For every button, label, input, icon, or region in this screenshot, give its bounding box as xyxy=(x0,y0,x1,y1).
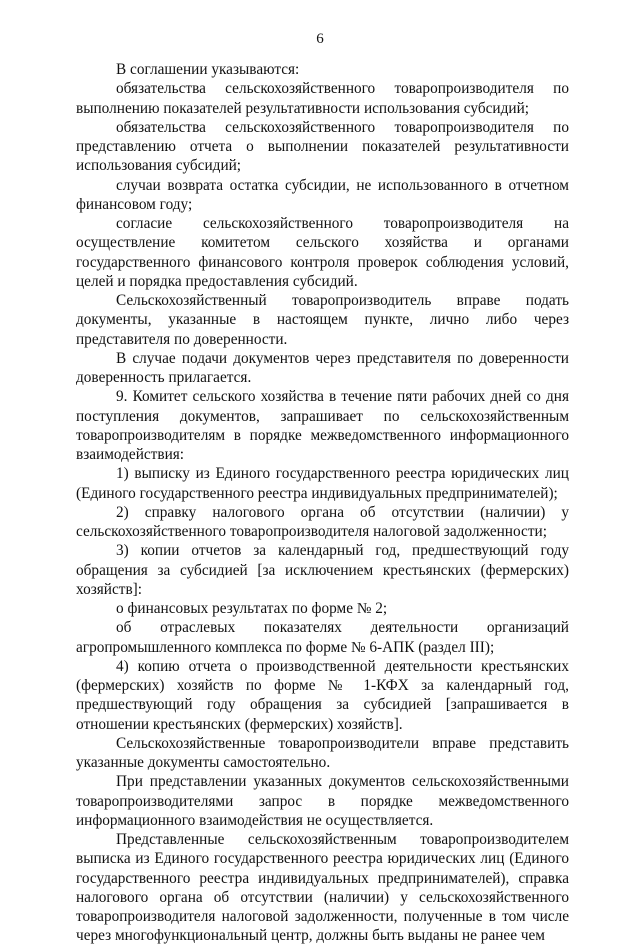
paragraph-agreement-intro: В соглашении указываются: xyxy=(116,61,300,78)
paragraph-power-of-attorney: В случае подачи документов через представителя по доверенности доверенность прилагается. xyxy=(76,349,569,386)
paragraph-consent-inspections: согласие сельскохозяйственного товаропроизводителя на осуществление комитетом сельского хозяйства и органами государственного финансового контроля проверок соблюдения условий, целей и порядка предоставления субсидий. xyxy=(76,215,569,290)
paragraph-self-submission: Сельскохозяйственные товаропроизводители вправе представить указанные документы самостоятельно. xyxy=(76,734,569,771)
paragraph-item-2: 2) справку налогового органа об отсутствии (наличии) у сельскохозяйственного товаропроизводителя налоговой задолженности; xyxy=(76,503,569,540)
paragraph-obligation-performance: обязательства сельскохозяйственного товаропроизводителя по выполнению показателей результативности использования субсидий; xyxy=(76,80,569,117)
paragraph-form-6-apk: об отраслевых показателях деятельности организаций агропромышленного комплекса по форме № 6-АПК (раздел III); xyxy=(76,619,569,656)
page-number: 6 xyxy=(316,31,324,47)
paragraph-issue-date-requirement: Представленные сельскохозяйственным товаропроизводителем выписка из Единого государственного реестра юридических лиц (Единого государственного реестра индивидуальных предпринимателей), справка налогового органа об отсутствии (наличии) у сельскохозяйственного товаропроизводителя налоговой задолженности, полученные в том числе через многофункциональный центр, должны быть выданы не ранее чем xyxy=(76,831,569,945)
paragraph-item-4: 4) копию отчета о производственной деятельности крестьянских (фермерских) хозяйств по форме № 1-КФХ за календарный год, предшествующий году обращения за субсидией [запрашивается в отношении крестьянских (фермерских) хозяйств]. xyxy=(76,657,569,733)
document-body xyxy=(76,60,569,946)
paragraph-form-2: о финансовых результатах по форме № 2; xyxy=(116,600,388,617)
paragraph-no-interagency-request: При представлении указанных документов сельскохозяйственными товаропроизводителями запрос в порядке межведомственного информационного взаимодействия не осуществляется. xyxy=(76,773,569,829)
paragraph-item-1: 1) выписку из Единого государственного реестра юридических лиц (Единого государственного реестра индивидуальных предпринимателей); xyxy=(76,465,569,502)
paragraph-obligation-report: обязательства сельскохозяйственного товаропроизводителя по представлению отчета о выполнении показателей результативности использования субсидий; xyxy=(76,118,569,175)
paragraph-section-9: 9. Комитет сельского хозяйства в течение пяти рабочих дней со дня поступления документов, запрашивает по сельскохозяйственным товаропроизводителям в порядке межведомственного информационного взаимодействия: xyxy=(76,388,569,463)
paragraph-item-3: 3) копии отчетов за календарный год, предшествующий году обращения за субсидией [за исключением крестьянских (фермерских) хозяйств]: xyxy=(76,542,569,598)
paragraph-return-cases: случаи возврата остатка субсидии, не использованного в отчетном финансовом году; xyxy=(76,176,569,213)
paragraph-submission-right: Сельскохозяйственный товаропроизводитель вправе подать документы, указанные в настоящем пункте, лично либо через представителя по доверенности. xyxy=(76,292,569,348)
